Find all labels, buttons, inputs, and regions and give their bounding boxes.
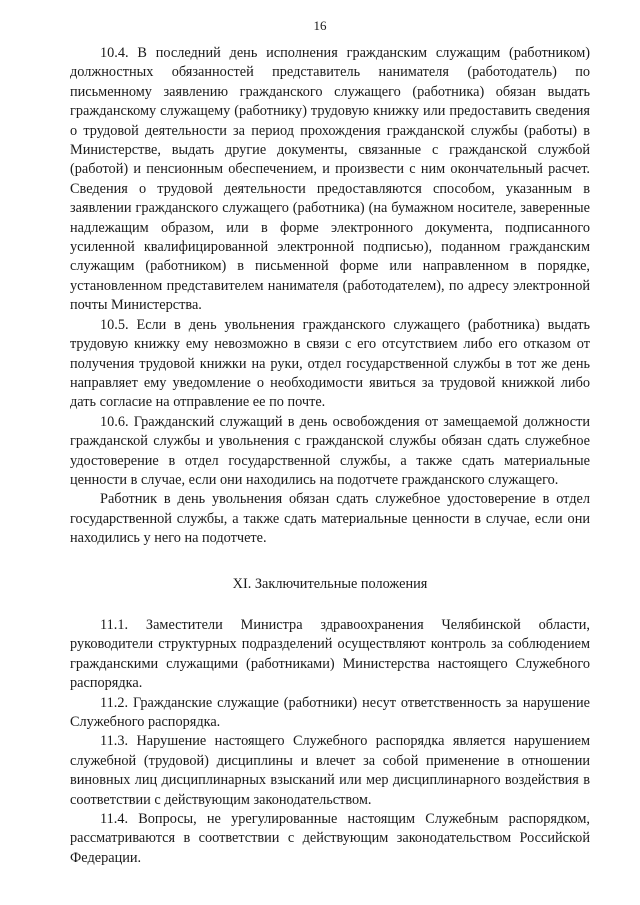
paragraph-employee-dismissal: Работник в день увольнения обязан сдать служебное удостоверение в отдел государственной службы, а также сдать материальные ценности в случае, если они находились у него на подотчете.: [70, 491, 590, 547]
page-number: 16: [313, 18, 327, 33]
paragraph-11-2: 11.2. Гражданские служащие (работники) несут ответственность за нарушение Служебного распорядка.: [70, 694, 590, 730]
paragraph-10-6: 10.6. Гражданский служащий в день освобождения от замещаемой должности гражданской службы и увольнения с гражданской службы обязан сдать служебное удостоверение в отдел государственной службы, а также сдать материальные ценности в случае, если они находились на подотчете гражданского служащего.: [70, 413, 590, 488]
paragraph-11-3: 11.3. Нарушение настоящего Служебного распорядка является нарушением служебной (трудовой) дисциплины и влечет за собой применение в отношении виновных лиц дисциплинарных взысканий или мер дисциплинарного воздействия в соответствии с действующим законодательством.: [70, 733, 590, 808]
paragraph-11-4: 11.4. Вопросы, не урегулированные настоящим Служебным распорядком, рассматриваются в соответствии с действующим законодательством Российской Федерации.: [70, 811, 590, 866]
paragraph-10-5: 10.5. Если в день увольнения гражданского служащего (работника) выдать трудовую книжку ему невозможно в связи с его отсутствием либо его отказом от получения трудовой книжки на руки, отдел государственной службы в тот же день направляет ему уведомление о необходимости явиться за трудовой книжкой либо дать согласие на отправление ее по почте.: [70, 316, 590, 411]
section-title: XI. Заключительные положения: [232, 575, 428, 592]
paragraph-10-4: 10.4. В последний день исполнения гражданским служащим (работником) должностных обязанностей представитель нанимателя (работодатель) по письменному заявлению гражданского служащего (работника) обязан выдать гражданскому служащему (работнику) трудовую книжку или предоставить сведения о трудовой деятельности за период прохождения гражданской службы (работы) в Министерстве, выдать другие документы, связанные с гражданской службой (работой) и пенсионным обеспечением, и произвести с ним окончательный расчет. Сведения о трудовой деятельности предоставляются способом, указанным в заявлении гражданского служащего (работника) (на бумажном носителе, заверенные надлежащим образом, или в форме электронного документа, подписанного усиленной квалифицированной электронной подписью), поданном гражданским служащим (работником) в письменной форме или направленном в порядке, установленном представителем нанимателя (работодателем), по адресу электронной почты Министерства.: [70, 45, 590, 314]
paragraph-11-1: 11.1. Заместители Министра здравоохранения Челябинской области, руководители структурных подразделений осуществляют контроль за соблюдением гражданскими служащими (работниками) Министерства настоящего Служебного распорядка.: [70, 616, 590, 692]
document-body: [70, 44, 590, 868]
